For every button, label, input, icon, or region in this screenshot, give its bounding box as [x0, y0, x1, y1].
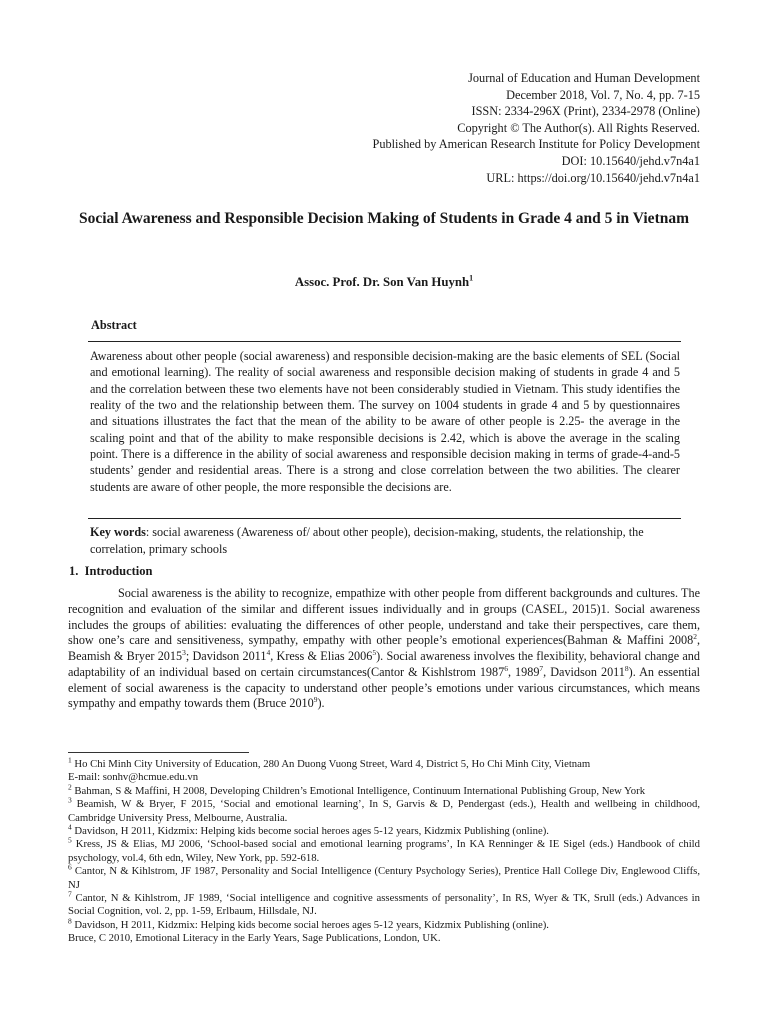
intro-text: ; Davidson 2011: [185, 649, 267, 663]
footnote-text: Davidson, H 2011, Kidzmix: Helping kids become social heroes ages 5-12 years, Kidzmix Publishing (online).: [71, 918, 549, 931]
journal-header: [372, 70, 700, 186]
footnote: [68, 771, 700, 784]
citation-mark: 4: [266, 647, 271, 657]
footnote-number: 6: [68, 862, 72, 872]
journal-issn: ISSN: 2334-296X (Print), 2334-2978 (Online): [471, 104, 700, 119]
keywords-label: Key words: [90, 525, 146, 539]
intro-text: ). Social awareness involves the flexibility, behavioral change and adaptability of an individual based on certain circumstances(Cantor & Kishlstrom 1987: [68, 649, 700, 679]
footnote-text: Kress, JS & Elias, MJ 2006, ‘School-based social and emotional learning programs’, In KA Renninger & IE Sigel (eds.) Handbook of child psychology, vol.4, 6th edn, Wiley, New York, pp. 592-618.: [68, 838, 700, 864]
abstract-bottom-rule: [88, 518, 681, 519]
intro-text: ). An essential element of social awareness is the capacity to understand other people’s emotions under various circumstances, which means sympathy and empathy towards them (Bruce 2010: [68, 664, 700, 711]
journal-url: URL: https://doi.org/10.15640/jehd.v7n4a1: [486, 170, 700, 185]
intro-text: Social awareness is the ability to recognize, empathize with other people from different backgrounds and cultures. The recognition and evaluation of the similar and different issues individually and in groups (CASEL, 2015)1. Social awareness includes the groups of abilities: evaluating the differences of other people, understand and take their perspectives, care them, show one’s care and sensitiveness, sympathy, empathy with other people’s emotional experiences(Bahman & Maffini 2008: [68, 586, 700, 648]
footnote: [68, 916, 700, 932]
footnote-number: 5: [68, 835, 72, 845]
journal-doi: DOI: 10.15640/jehd.v7n4a1: [561, 153, 700, 168]
footnote-number: 4: [68, 822, 72, 832]
footnote-number: 1: [68, 755, 72, 765]
footnote-text: Davidson, H 2011, Kidzmix: Helping kids become social heroes ages 5-12 years, Kidzmix Publishing (online).: [71, 825, 549, 838]
paper-title: Social Awareness and Responsible Decision Making of Students in Grade 4 and 5 in Vietnam: [78, 210, 690, 227]
citation-mark: 6: [504, 663, 508, 673]
citation-mark: 7: [539, 663, 544, 673]
section-number: 1.: [69, 564, 79, 578]
section-heading: [69, 564, 152, 579]
footnote: [68, 862, 700, 892]
author-footnote-mark: 1: [469, 273, 474, 283]
footnote-number: 7: [68, 889, 72, 899]
intro-text: ).: [317, 696, 325, 711]
intro-text: , Davidson 2011: [543, 664, 625, 679]
footnote-text: Cantor, N & Kihlstrom, JF 1989, ‘Social intelligence and cognitive assessments of personality’, In RS, Wyer & TK, Srull (eds.) Advances in Social Cognition, vol. 2, pp. 1-59, Erlbaum, Hillsdale, NJ.: [68, 892, 700, 918]
footnote: [68, 835, 700, 865]
abstract-heading: Abstract: [91, 318, 137, 332]
journal-name: Journal of Education and Human Development: [468, 71, 700, 85]
footnote-separator: [68, 752, 249, 753]
author-name: Assoc. Prof. Dr. Son Van Huynh: [294, 275, 470, 289]
footnote-text: Cantor, N & Kihlstrom, JF 1987, Personality and Social Intelligence (Century Psychology Series), Prentice Hall College Div, Englewood Cliffs, NJ: [68, 865, 700, 891]
intro-text: , Kress & Elias 2006: [270, 649, 373, 663]
footnotes: [68, 755, 700, 946]
introduction-paragraph: [68, 586, 700, 712]
footnote: [68, 822, 700, 838]
abstract-top-rule: [88, 341, 681, 342]
footnote: [68, 755, 700, 771]
intro-text: , 1989: [507, 664, 540, 679]
keywords: [90, 524, 680, 557]
footnote-number: 8: [68, 916, 72, 926]
section-title: Introduction: [84, 564, 153, 578]
footnote-text: Bruce, C 2010, Emotional Literacy in the Early Years, Sage Publications, London, UK.: [68, 932, 441, 945]
citation-mark: 2: [693, 632, 697, 642]
citation-mark: 3: [182, 647, 186, 657]
footnote: [68, 782, 700, 798]
footnote: [68, 932, 700, 945]
intro-text: , Beamish & Bryer 2015: [68, 633, 700, 663]
citation-mark: 8: [624, 663, 629, 673]
footnote-text: Bahman, S & Maffini, H 2008, Developing Children’s Emotional Intelligence, Continuum International Publishing Group, New York: [71, 784, 646, 797]
journal-issue: December 2018, Vol. 7, No. 4, pp. 7-15: [506, 87, 700, 102]
author-line: [0, 275, 768, 290]
footnote-number: 2: [68, 782, 72, 792]
journal-copyright: Copyright © The Author(s). All Rights Reserved.: [457, 120, 700, 135]
citation-mark: 9: [313, 695, 318, 705]
keywords-text: : social awareness (Awareness of/ about other people), decision-making, students, the relationship, the correlation, primary schools: [90, 525, 644, 556]
footnote-email: E-mail: sonhv@hcmue.edu.vn: [68, 771, 199, 784]
footnote-number: 3: [68, 795, 72, 805]
citation-mark: 5: [372, 647, 377, 657]
footnote: [68, 795, 700, 825]
footnote: [68, 889, 700, 919]
abstract-text: Awareness about other people (social awareness) and responsible decision-making are the basic elements of SEL (Social and emotional learning). The reality of social awareness and responsible decision making of students in grade 4 and 5 and the correlation between these two elements have not been considerably studied in Vietnam. This study identifies the reality of the two and the relationship between them. The survey on 1004 students in grade 4 and 5 by questionnaires and situations illustrates the fact that the mean of the ability to be aware of other people is 2.25- the average in the scaling point and that of the ability to make responsible decisions is 2.42, which is above the average in the scaling point. There is a difference in the ability of social awareness and responsible decision making in terms of grade-4-and-5 students’ gender and residential areas. There is a strong and close correlation between the two abilities. The clearer students are aware of other people, the more responsible the decisions are.: [90, 349, 680, 494]
footnote-text: Beamish, W & Bryer, F 2015, ‘Social and emotional learning’, In S, Garvis & D, Pendergast (eds.), Health and wellbeing in childhood, Cambridge University Press, Melbourne, Australia.: [68, 798, 700, 824]
journal-publisher: Published by American Research Institute for Policy Development: [372, 137, 700, 152]
footnote-text: Ho Chi Minh City University of Education, 280 An Duong Vuong Street, Ward 4, District 5, Ho Chi Minh City, Vietnam: [71, 758, 591, 770]
